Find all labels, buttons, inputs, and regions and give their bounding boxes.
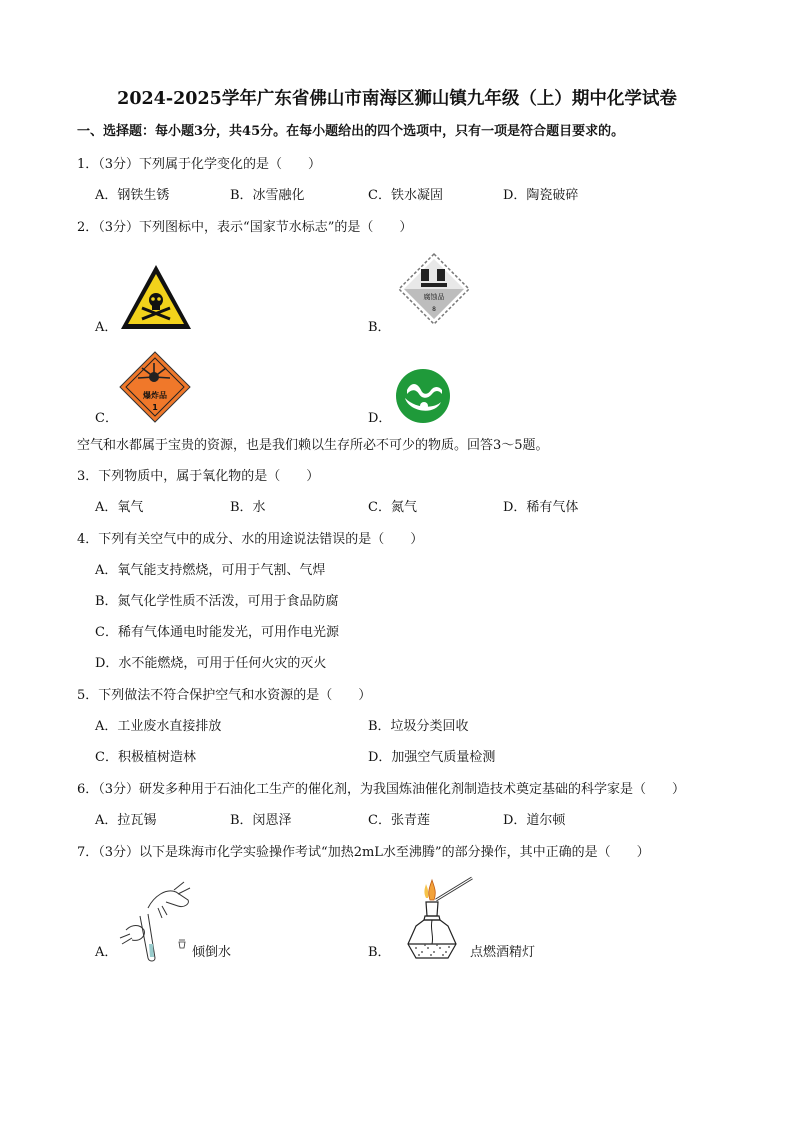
page-title: 2024-2025学年广东省佛山市南海区狮山镇九年级（上）期中化学试卷: [117, 89, 677, 109]
q7-caption-b: 点燃酒精灯: [470, 945, 536, 960]
q2-option-c: C．: [95, 411, 118, 426]
corrosive-sign-number: 8: [432, 306, 436, 313]
q1-option-d: D．陶瓷破碎: [503, 188, 579, 203]
q1-option-c: C．铁水凝固: [368, 188, 443, 203]
q4-option-c: C．稀有气体通电时能发光，可用作电光源: [95, 625, 339, 640]
pouring-water-icon: [118, 878, 198, 964]
q2-option-a: A．: [95, 320, 118, 335]
q7-caption-a: 倾倒水: [192, 945, 232, 960]
intro-questions-3-5: 空气和水都属于宝贵的资源，也是我们赖以生存所必不可少的物质。回答3～5题。: [77, 438, 549, 453]
q5-option-a: A．工业废水直接排放: [95, 719, 222, 734]
question-3-stem: 3．下列物质中，属于氧化物的是（ ）: [77, 469, 320, 484]
q6-option-b: B．闵恩泽: [230, 813, 292, 828]
explosive-sign-label: 爆炸品: [143, 391, 167, 400]
q4-option-b: B．氮气化学性质不活泼，可用于食品防腐: [95, 594, 339, 609]
q5-option-c: C．积极植树造林: [95, 750, 196, 765]
q2-option-b: B．: [368, 320, 391, 335]
q6-option-a: A．拉瓦锡: [95, 813, 157, 828]
q4-option-a: A．氧气能支持燃烧，可用于气割、气焊: [95, 563, 326, 578]
q7-option-a: A．: [95, 945, 118, 960]
q3-option-b: B．水: [230, 500, 266, 515]
q2-option-d: D．: [368, 411, 392, 426]
q7-option-b: B．: [368, 945, 391, 960]
corrosive-sign-icon: [397, 252, 471, 326]
corrosive-sign-label: 腐蚀品: [423, 293, 445, 301]
lighting-alcohol-lamp-icon: [392, 872, 474, 964]
question-5-stem: 5．下列做法不符合保护空气和水资源的是（ ）: [77, 688, 372, 703]
water-saving-sign-icon: [395, 368, 451, 424]
q3-option-a: A．氧气: [95, 500, 144, 515]
question-2-stem: 2．（3分）下列图标中，表示“国家节水标志”的是（ ）: [77, 220, 413, 235]
question-4-stem: 4．下列有关空气中的成分、水的用途说法错误的是（ ）: [77, 532, 424, 547]
q1-option-b: B．冰雪融化: [230, 188, 305, 203]
explosive-sign-number: 1: [152, 403, 158, 412]
q5-option-d: D．加强空气质量检测: [368, 750, 496, 765]
q6-option-d: D．道尔顿: [503, 813, 566, 828]
section-heading: 一、选择题：每小题3分，共45分。在每小题给出的四个选项中，只有一项是符合题目要求的。: [77, 124, 625, 139]
question-7-stem: 7．（3分）以下是珠海市化学实验操作考试“加热2mL水至沸腾”的部分操作，其中正确的是（ ）: [77, 845, 650, 860]
question-6-stem: 6．（3分）研发多种用于石油化工生产的催化剂，为我国炼油催化剂制造技术奠定基础的科学家是（ ）: [77, 782, 686, 797]
q6-option-c: C．张青莲: [368, 813, 430, 828]
explosive-sign-icon: [118, 350, 192, 424]
q3-option-c: C．氮气: [368, 500, 417, 515]
q3-option-d: D．稀有气体: [503, 500, 579, 515]
q4-option-d: D．水不能燃烧，可用于任何火灾的灭火: [95, 656, 327, 671]
q5-option-b: B．垃圾分类回收: [368, 719, 469, 734]
toxic-sign-icon: [118, 262, 194, 332]
question-1-stem: 1．（3分）下列属于化学变化的是（ ）: [77, 157, 322, 172]
q1-option-a: A．钢铁生锈: [95, 188, 170, 203]
